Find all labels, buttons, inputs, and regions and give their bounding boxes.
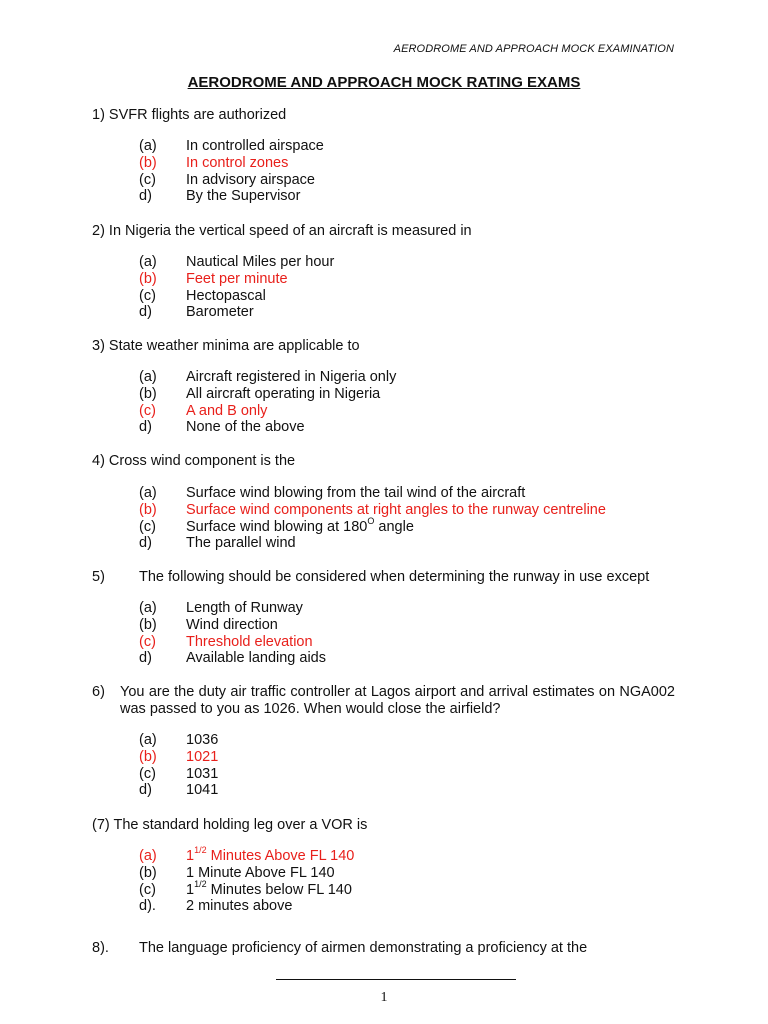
- option-label: (a): [139, 485, 157, 501]
- option-text-main: None of the above: [186, 419, 305, 436]
- q5-option-3-correct: [139, 634, 326, 651]
- q4-option-3: [139, 515, 606, 536]
- question-8: [92, 940, 587, 957]
- q7-option-3: [139, 878, 354, 899]
- question-6: [92, 684, 675, 718]
- q7-option-4: [139, 898, 354, 915]
- option-label: d).: [139, 898, 156, 915]
- option-text-main: Surface wind components at right angles to the runway centreline: [186, 501, 606, 518]
- option-text: [186, 732, 218, 749]
- option-label: d): [139, 304, 152, 321]
- option-superscript: O: [367, 515, 375, 526]
- option-text: [186, 515, 414, 536]
- q6-option-2-correct: [139, 749, 218, 766]
- page-title: AERODROME AND APPROACH MOCK RATING EXAMS: [187, 74, 581, 91]
- q5-option-1: [139, 600, 326, 617]
- page-number: 1: [380, 990, 388, 1005]
- option-text-main: In controlled airspace: [186, 138, 324, 154]
- option-text: [186, 650, 326, 667]
- option-text: [186, 749, 218, 766]
- q4-option-4: [139, 535, 606, 552]
- option-text-main: 1: [186, 848, 195, 864]
- question-6-number: 6): [92, 684, 105, 700]
- option-text: [186, 878, 352, 899]
- running-header: AERODROME AND APPROACH MOCK EXAMINATION: [393, 43, 674, 55]
- option-text: [186, 304, 254, 321]
- question-3-options: [139, 369, 396, 436]
- q5-option-2: [139, 617, 326, 634]
- option-text-main: 1036: [186, 732, 219, 748]
- q2-option-1: [139, 254, 334, 271]
- q1-option-1: [139, 138, 324, 155]
- question-5-text: The following should be considered when determining the runway in use except: [139, 569, 650, 585]
- option-label: (b): [139, 154, 157, 171]
- option-label: (c): [139, 765, 156, 782]
- question-2-options: [139, 254, 334, 321]
- option-text-main: In advisory airspace: [186, 171, 315, 188]
- option-text-main: 1031: [186, 765, 219, 782]
- q2-option-4: [139, 304, 334, 321]
- option-label: (a): [139, 369, 157, 385]
- option-text: [186, 138, 324, 155]
- option-text-main: Nautical Miles per hour: [186, 254, 335, 270]
- option-text-main: By the Supervisor: [186, 188, 301, 205]
- question-3: 3) State weather minima are applicable to: [92, 338, 360, 354]
- option-text-main: Aircraft registered in Nigeria only: [186, 369, 397, 385]
- option-text-main: Hectopascal: [186, 287, 266, 304]
- question-5: [92, 569, 649, 586]
- option-label: (a): [139, 254, 157, 270]
- option-label: (c): [139, 518, 156, 535]
- option-label: (b): [139, 501, 157, 518]
- option-label: (b): [139, 270, 157, 287]
- question-1-options: [139, 138, 324, 205]
- option-label: (a): [139, 732, 157, 748]
- option-superscript: 1/2: [194, 878, 207, 889]
- option-text: [186, 766, 218, 783]
- q1-option-4: [139, 188, 324, 205]
- option-text: [186, 369, 396, 386]
- question-5-number: 5): [92, 569, 105, 585]
- option-label: d): [139, 188, 152, 205]
- option-text-main: Barometer: [186, 304, 254, 321]
- q6-option-4: [139, 782, 218, 799]
- question-5-options: [139, 600, 326, 667]
- question-8-number: 8).: [92, 940, 109, 956]
- option-text: [186, 845, 355, 865]
- q6-option-3: [139, 766, 218, 783]
- option-label: (c): [139, 287, 156, 304]
- option-text: [186, 172, 315, 189]
- q7-option-1-correct: [139, 845, 355, 865]
- option-text: [186, 502, 606, 519]
- option-text-main: Length of Runway: [186, 600, 303, 616]
- q4-option-1: [139, 485, 606, 502]
- q7-option-2: [139, 865, 354, 882]
- question-2: 2) In Nigeria the vertical speed of an aircraft is measured in: [92, 223, 472, 239]
- q2-option-3: [139, 288, 334, 305]
- option-label: (c): [139, 633, 156, 650]
- option-text: [186, 535, 296, 552]
- option-label: (a): [139, 600, 157, 616]
- question-6-options: [139, 732, 218, 799]
- option-text: [186, 271, 288, 288]
- option-text-main: Surface wind blowing from the tail wind of the aircraft: [186, 485, 526, 501]
- question-1: 1) SVFR flights are authorized: [92, 107, 287, 123]
- option-label: (b): [139, 616, 157, 633]
- option-label: d): [139, 650, 152, 667]
- option-text-main: Wind direction: [186, 616, 278, 633]
- q3-option-4: [139, 419, 396, 436]
- question-7-options: [139, 845, 355, 915]
- q3-option-3-correct: [139, 403, 396, 420]
- option-label: (b): [139, 864, 157, 881]
- option-text-main: 1021: [186, 748, 219, 765]
- option-text-after: Minutes Above FL 140: [206, 848, 355, 864]
- q2-option-2-correct: [139, 271, 334, 288]
- q6-option-1: [139, 732, 218, 749]
- option-text: [186, 898, 292, 915]
- question-6-text: You are the duty air traffic controller at Lagos airport and arrival estimates on NGA002 was passed to you as 1026. When would close the airfield?: [120, 684, 675, 717]
- option-label: (b): [139, 748, 157, 765]
- option-text: [186, 254, 334, 271]
- option-text: [186, 634, 313, 651]
- option-text-main: A and B only: [186, 402, 268, 419]
- option-text: [186, 188, 300, 205]
- option-text: [186, 485, 525, 502]
- option-label: (b): [139, 385, 157, 402]
- option-label: (c): [139, 402, 156, 419]
- option-label: (c): [139, 171, 156, 188]
- q5-option-4: [139, 650, 326, 667]
- option-label: (c): [139, 881, 156, 898]
- option-text: [186, 155, 288, 172]
- option-text: [186, 403, 267, 420]
- option-text-main: In control zones: [186, 154, 289, 171]
- question-4: 4) Cross wind component is the: [92, 453, 296, 469]
- option-superscript: 1/2: [194, 845, 207, 856]
- option-label: (a): [139, 138, 157, 154]
- footer-rule: [276, 979, 516, 980]
- option-text: [186, 288, 266, 305]
- option-text-main: 1: [186, 881, 195, 898]
- option-text: [186, 782, 218, 799]
- option-label: d): [139, 419, 152, 436]
- option-text: [186, 865, 335, 882]
- option-text: [186, 386, 380, 403]
- option-text-main: 1 Minute Above FL 140: [186, 864, 335, 881]
- option-label: d): [139, 782, 152, 799]
- q3-option-1: [139, 369, 396, 386]
- option-text: [186, 600, 303, 617]
- option-text: [186, 617, 278, 634]
- option-text-after: Minutes below FL 140: [206, 881, 352, 898]
- q1-option-2-correct: [139, 155, 324, 172]
- option-text-main: The parallel wind: [186, 535, 296, 552]
- option-text-main: All aircraft operating in Nigeria: [186, 385, 381, 402]
- option-text-main: Threshold elevation: [186, 633, 313, 650]
- question-8-text: The language proficiency of airmen demonstrating a proficiency at the: [139, 940, 588, 956]
- q3-option-2: [139, 386, 396, 403]
- question-7: (7) The standard holding leg over a VOR is: [92, 817, 368, 833]
- option-text-main: 1041: [186, 782, 219, 799]
- option-text-main: Feet per minute: [186, 270, 288, 287]
- option-text-main: Surface wind blowing at 180: [186, 518, 368, 535]
- option-label: d): [139, 535, 152, 552]
- question-4-options: [139, 485, 606, 552]
- option-text: [186, 419, 305, 436]
- q1-option-3: [139, 172, 324, 189]
- option-text-after: angle: [374, 518, 414, 535]
- option-text-main: Available landing aids: [186, 650, 327, 667]
- option-text-main: 2 minutes above: [186, 898, 293, 915]
- option-label: (a): [139, 848, 157, 864]
